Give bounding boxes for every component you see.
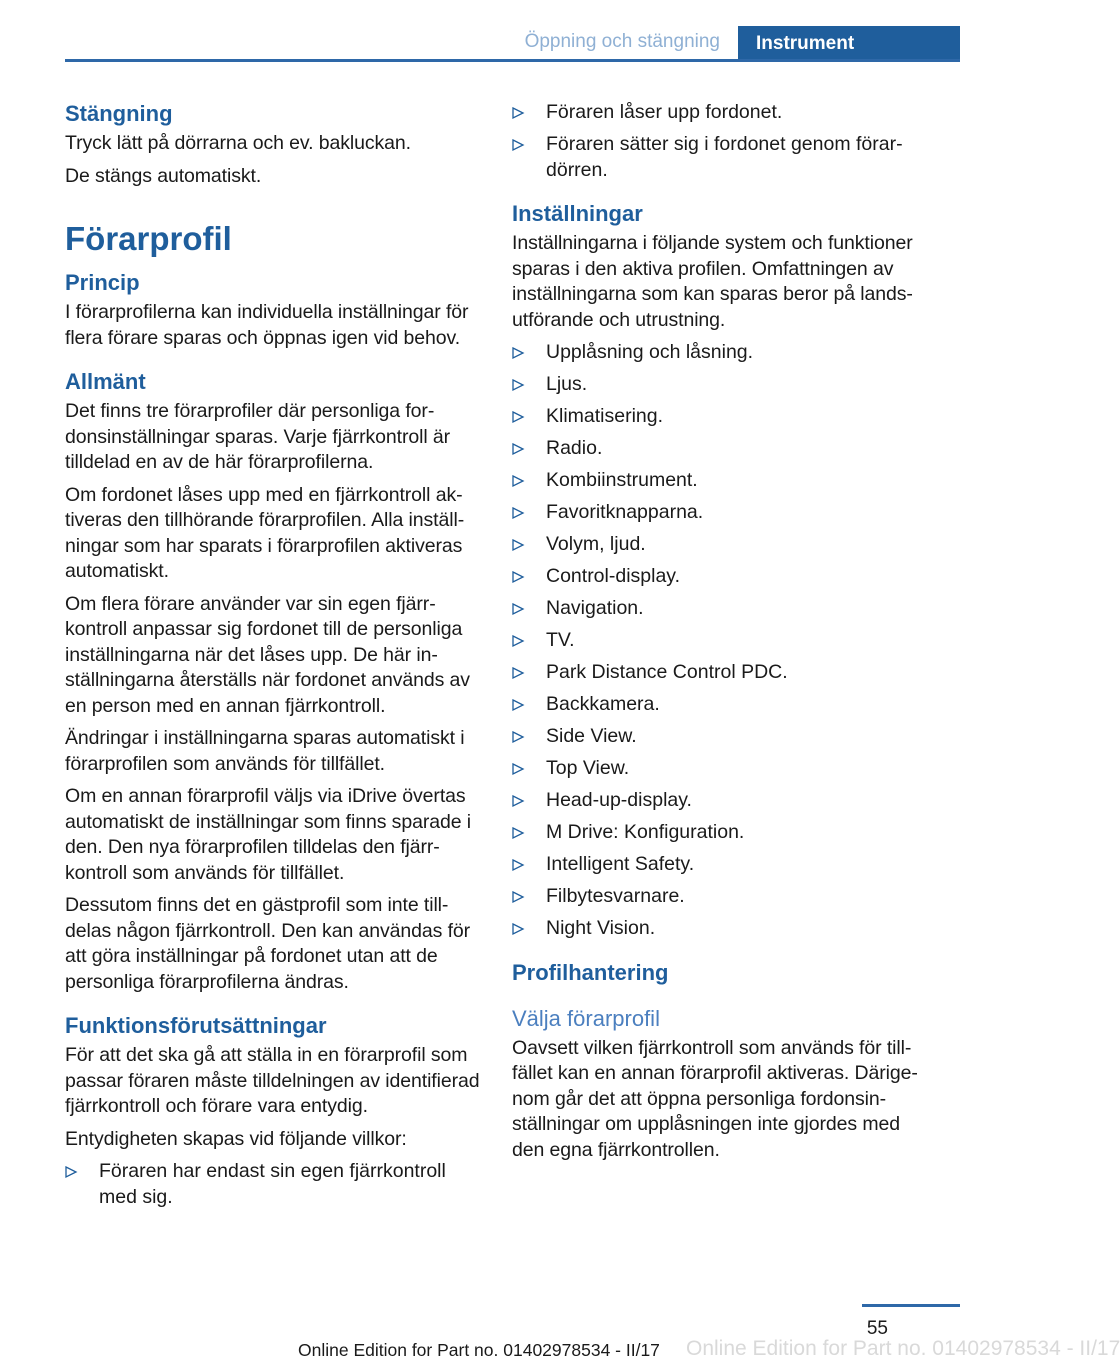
choose-profile-heading: Välja förarprofil [512,1005,660,1031]
list-item [512,724,932,750]
profile-heading: Förarprofil [65,220,232,257]
list-item-text: Navigation. [546,597,644,619]
settings-list [512,340,932,942]
triangle-bullet-icon [512,795,524,807]
header-chapter-label: Instrument [756,33,855,54]
list-item [512,468,932,494]
triangle-bullet-icon [512,475,524,487]
list-item-text: Intelligent Safety. [546,853,695,875]
triangle-bullet-icon [512,107,524,119]
list-item [512,884,932,910]
right-column [512,100,932,1170]
list-item [512,404,932,430]
header-rule [65,59,960,62]
triangle-bullet-icon [65,1166,77,1178]
list-item-text: Kombiinstrument. [546,469,698,491]
general-paragraph-1: Det finns tre förarprofiler där personliga fordonsinställningar sparas. Varje fjärrkontroll är tilldelad en av de här förarprofilerna. [65,400,451,473]
list-item-text: Side View. [546,725,637,747]
list-item-text: Night Vision. [546,917,656,939]
list-item [512,788,932,814]
closing-paragraph-1: Tryck lätt på dörrarna och ev. bakluckan. [65,132,411,154]
triangle-bullet-icon [512,507,524,519]
watermark-text: Online Edition for Part no. 01402978534 - II/17 [686,1337,1120,1360]
list-item-text: Föraren sätter sig i fordonet genom förardörren. [546,133,903,181]
list-item [512,692,932,718]
list-item-text: Klimatisering. [546,405,664,427]
list-item-text: Top View. [546,757,630,779]
triangle-bullet-icon [512,571,524,583]
general-paragraph-3: Om flera förare använder var sin egen fjärrkontroll anpassar sig fordonet till de personliga inställningarna när det låses upp. De här inställningarna återställs när fordonet används av en person med en annan fjärrkontroll. [65,592,470,717]
choose-profile-paragraph: Oavsett vilken fjärrkontroll som används för tillfället kan en annan förarprofil aktiveras. Därigenom går det att öppna personliga fordonsinställningar om upplåsningen inte gjordes med den egna fjärrkontrollen. [512,1036,918,1161]
triangle-bullet-icon [512,827,524,839]
general-heading: Allmänt [65,369,146,394]
triangle-bullet-icon [512,539,524,551]
triangle-bullet-icon [512,763,524,775]
list-item [512,660,932,686]
closing-heading: Stängning [65,101,173,126]
triangle-bullet-icon [512,859,524,871]
settings-heading: Inställningar [512,201,643,226]
requirements-paragraph-2: Entydigheten skapas vid följande villkor: [65,1127,407,1150]
list-item-text: Upplåsning och låsning. [546,341,754,363]
settings-paragraph: Inställningarna i följande system och funktioner sparas i den aktiva profilen. Omfattningen av inställningarna som kan sparas beror på landsutförande och utrustning. [512,232,913,331]
closing-paragraph-2: De stängs automatiskt. [65,164,262,187]
list-item [512,756,932,782]
general-paragraph-6: Dessutom finns det en gästprofil som inte tilldelas någon fjärrkontroll. Den kan användas för att göra inställningar på fordonet utan att de personliga förarprofilerna ändras. [65,894,471,993]
triangle-bullet-icon [512,731,524,743]
principle-heading: Princip [65,270,140,295]
list-item-text: TV. [546,629,575,651]
list-item [512,628,932,654]
left-column [65,100,483,1217]
list-item [512,372,932,398]
list-item-text: Radio. [546,437,603,459]
list-item-text: Filbytesvarnare. [546,885,685,907]
header-section-title: Öppning och stängning [524,31,720,52]
triangle-bullet-icon [512,635,524,647]
requirements-paragraph-1: För att det ska gå att ställa in en förarprofil som passar föraren måste tilldelningen av identifierad fjärrkontroll och förare vara entydig. [65,1044,480,1117]
list-item-text: Föraren har endast sin egen fjärrkontroll med sig. [99,1160,446,1208]
general-paragraph-2: Om fordonet låses upp med en fjärrkontroll aktiveras den tillhörande förarprofilen. Alla inställningar som har sparats i förarprofilen aktiveras automatiskt. [65,483,465,582]
list-item-text: Ljus. [546,373,588,395]
list-item-text: Control-display. [546,565,681,587]
page-number: 55 [866,1318,888,1339]
list-item-text: Volym, ljud. [546,533,646,555]
management-heading: Profilhantering [512,959,669,985]
list-item [512,500,932,526]
triangle-bullet-icon [512,411,524,423]
list-item [65,1159,483,1210]
list-item [512,564,932,590]
list-item [512,340,932,366]
triangle-bullet-icon [512,699,524,711]
conditions-list-continued [512,100,932,183]
list-item-text: Park Distance Control PDC. [546,661,788,683]
footer-rule [862,1304,960,1307]
triangle-bullet-icon [512,443,524,455]
list-item-text: Head-up-display. [546,789,692,811]
list-item [512,132,932,183]
conditions-list [65,1159,483,1210]
list-item-text: Föraren låser upp fordonet. [546,101,783,123]
list-item [512,852,932,878]
triangle-bullet-icon [512,379,524,391]
triangle-bullet-icon [512,667,524,679]
list-item-text: Backkamera. [546,693,660,715]
requirements-heading: Funktionsförutsättningar [65,1013,327,1038]
triangle-bullet-icon [512,603,524,615]
general-paragraph-4: Ändringar i inställningarna sparas automatiskt i förarprofilen som används för tillfället. [65,727,465,775]
list-item-text: Favoritknapparna. [546,501,704,523]
principle-paragraph: I förarprofilerna kan individuella inställningar för flera förare sparas och öppnas igen vid behov. [65,301,469,349]
edition-text: Online Edition for Part no. 01402978534 - II/17 [298,1340,660,1360]
list-item [512,916,932,942]
list-item [512,820,932,846]
list-item-text: M Drive: Konfiguration. [546,821,745,843]
triangle-bullet-icon [512,891,524,903]
list-item [512,100,932,126]
list-item [512,532,932,558]
triangle-bullet-icon [512,139,524,151]
list-item [512,596,932,622]
triangle-bullet-icon [512,347,524,359]
list-item [512,436,932,462]
triangle-bullet-icon [512,923,524,935]
general-paragraph-5: Om en annan förarprofil väljs via iDrive övertas automatiskt de inställningar som finns sparade i den. Den nya förarprofilen tilldelas den fjärrkontroll som används för tillfället. [65,785,471,884]
header-chapter-tab[interactable] [738,26,960,62]
